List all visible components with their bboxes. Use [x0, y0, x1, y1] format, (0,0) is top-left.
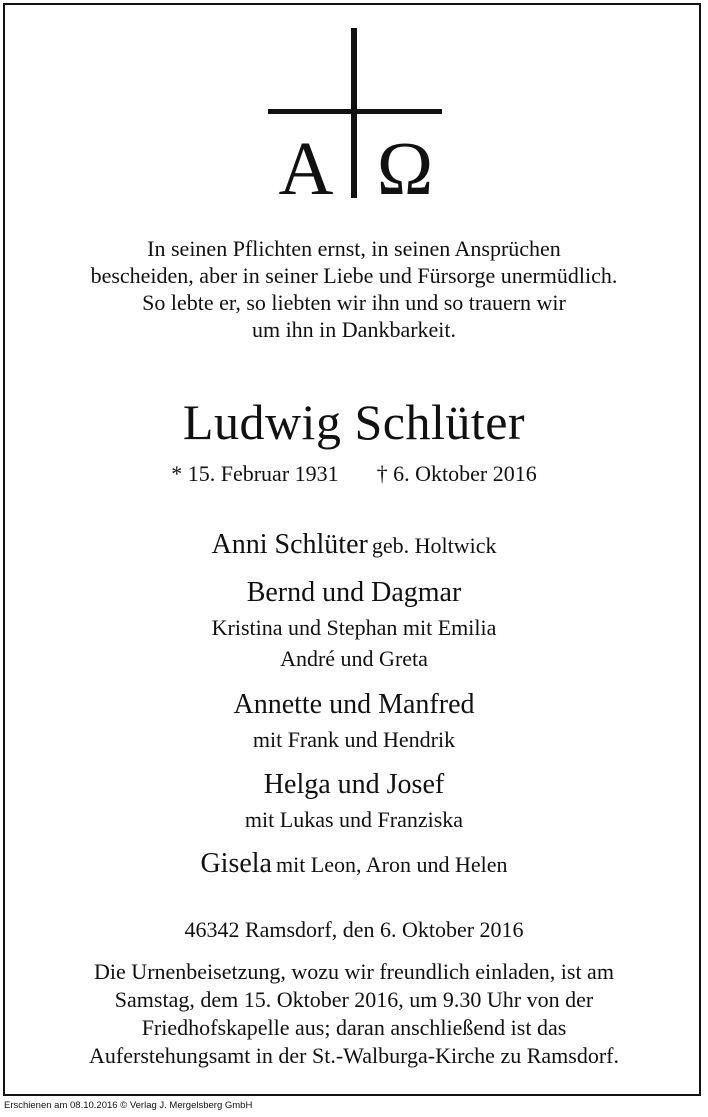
mourner-name: Annette und Manfred — [233, 689, 475, 720]
mourner-annette — [20, 688, 688, 754]
publication-footer — [0, 1097, 708, 1117]
notice-line: Friedhofskapelle aus; daran anschließend ist das — [141, 1015, 567, 1040]
mourner-suffix: mit Leon, Aron und Helen — [275, 852, 508, 877]
quote-line: um ihn in Dankbarkeit. — [251, 317, 457, 342]
mourner-line: Kristina und Stephan mit Emilia — [211, 615, 497, 640]
mourner-gisela — [20, 847, 688, 881]
notice-line: Die Urnenbeisetzung, wozu wir freundlich einladen, ist am — [94, 959, 614, 984]
funeral-notice — [20, 958, 688, 1070]
mourner-line: mit Frank und Hendrik — [252, 727, 456, 752]
mourner-suffix: geb. Holtwick — [371, 533, 497, 558]
quote-line: So lebte er, so liebten wir ihn und so trauern wir — [142, 290, 566, 315]
death-date: † 6. Oktober 2016 — [376, 461, 537, 486]
place-and-date: 46342 Ramsdorf, den 6. Oktober 2016 — [184, 917, 524, 942]
mourner-name: Helga und Josef — [263, 769, 445, 800]
alpha-letter: A — [278, 127, 334, 210]
notice-line: Auferstehungsamt in der St.-Walburga-Kirche zu Ramsdorf. — [89, 1043, 619, 1068]
birth-date: * 15. Februar 1931 — [171, 461, 339, 486]
mourner-name: Anni Schlüter — [211, 529, 368, 560]
deceased-name: Ludwig Schlüter — [182, 394, 526, 450]
quote-line: In seinen Pflichten ernst, in seinen Ansprüchen — [147, 236, 561, 261]
mourner-anni — [20, 528, 688, 562]
mourner-line: André und Greta — [280, 646, 428, 671]
mourner-bernd — [20, 576, 688, 673]
mourner-helga — [20, 768, 688, 834]
life-dates — [20, 460, 688, 488]
omega-letter: Ω — [376, 127, 434, 210]
quote-line: bescheiden, aber in seiner Liebe und Fürsorge unermüdlich. — [90, 263, 618, 288]
mourner-line: mit Lukas und Franziska — [244, 807, 464, 832]
mourner-name: Gisela — [200, 848, 272, 879]
mourner-name: Bernd und Dagmar — [246, 577, 462, 608]
memorial-quote — [20, 235, 688, 343]
notice-line: Samstag, dem 15. Oktober 2016, um 9.30 Uhr von der — [114, 987, 594, 1012]
alpha-omega-cross-icon — [0, 0, 708, 210]
footer-text: Erschienen am 08.10.2016 © Verlag J. Mergelsberg GmbH — [4, 1100, 253, 1111]
